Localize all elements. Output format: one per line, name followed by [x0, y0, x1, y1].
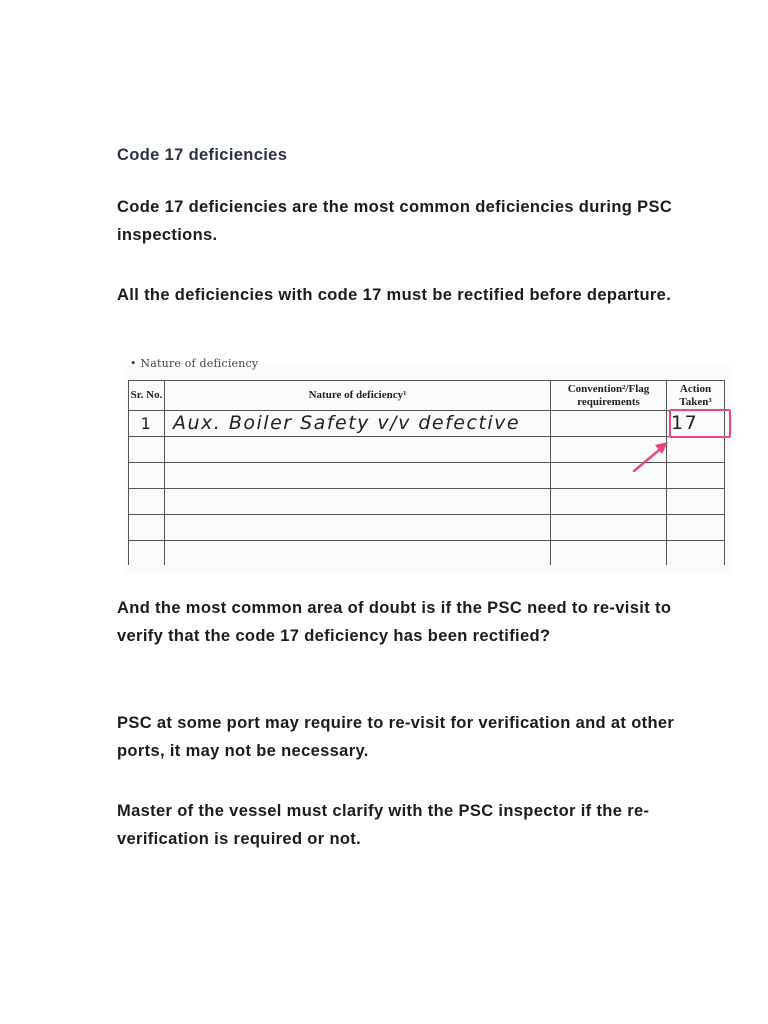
header-action: Action Taken³ [667, 381, 725, 411]
paragraph-master-clarify: Master of the vessel must clarify with the PSC inspector if the re-verification is required or not. [117, 802, 650, 848]
header-sr-no: Sr. No. [129, 381, 165, 411]
pointer-arrow-icon [124, 366, 732, 574]
cell-nature: Aux. Boiler Safety v/v defective [165, 411, 551, 437]
paragraph-intro: Code 17 deficiencies are the most common deficiencies during PSC inspections. [117, 198, 673, 244]
cell-sr-no: 1 [129, 411, 165, 437]
paragraph-common-doubt: And the most common area of doubt is if the PSC need to re-visit to verify that the code 17 deficiency has been rectified? [117, 599, 672, 645]
cell-action: 17 [667, 411, 725, 437]
deficiency-form-image [124, 357, 732, 574]
paragraph-port-variation: PSC at some port may require to re-visit for verification and at other ports, it may not be necessary. [117, 714, 675, 760]
paragraph-rectify-rule: All the deficiencies with code 17 must be rectified before departure. [117, 286, 672, 304]
header-convention: Convention²/Flag requirements [551, 381, 667, 411]
article-title: Code 17 deficiencies [117, 146, 288, 164]
form-cutoff-caption: • Nature of deficiency [130, 357, 259, 370]
header-nature: Nature of deficiency¹ [165, 381, 551, 411]
